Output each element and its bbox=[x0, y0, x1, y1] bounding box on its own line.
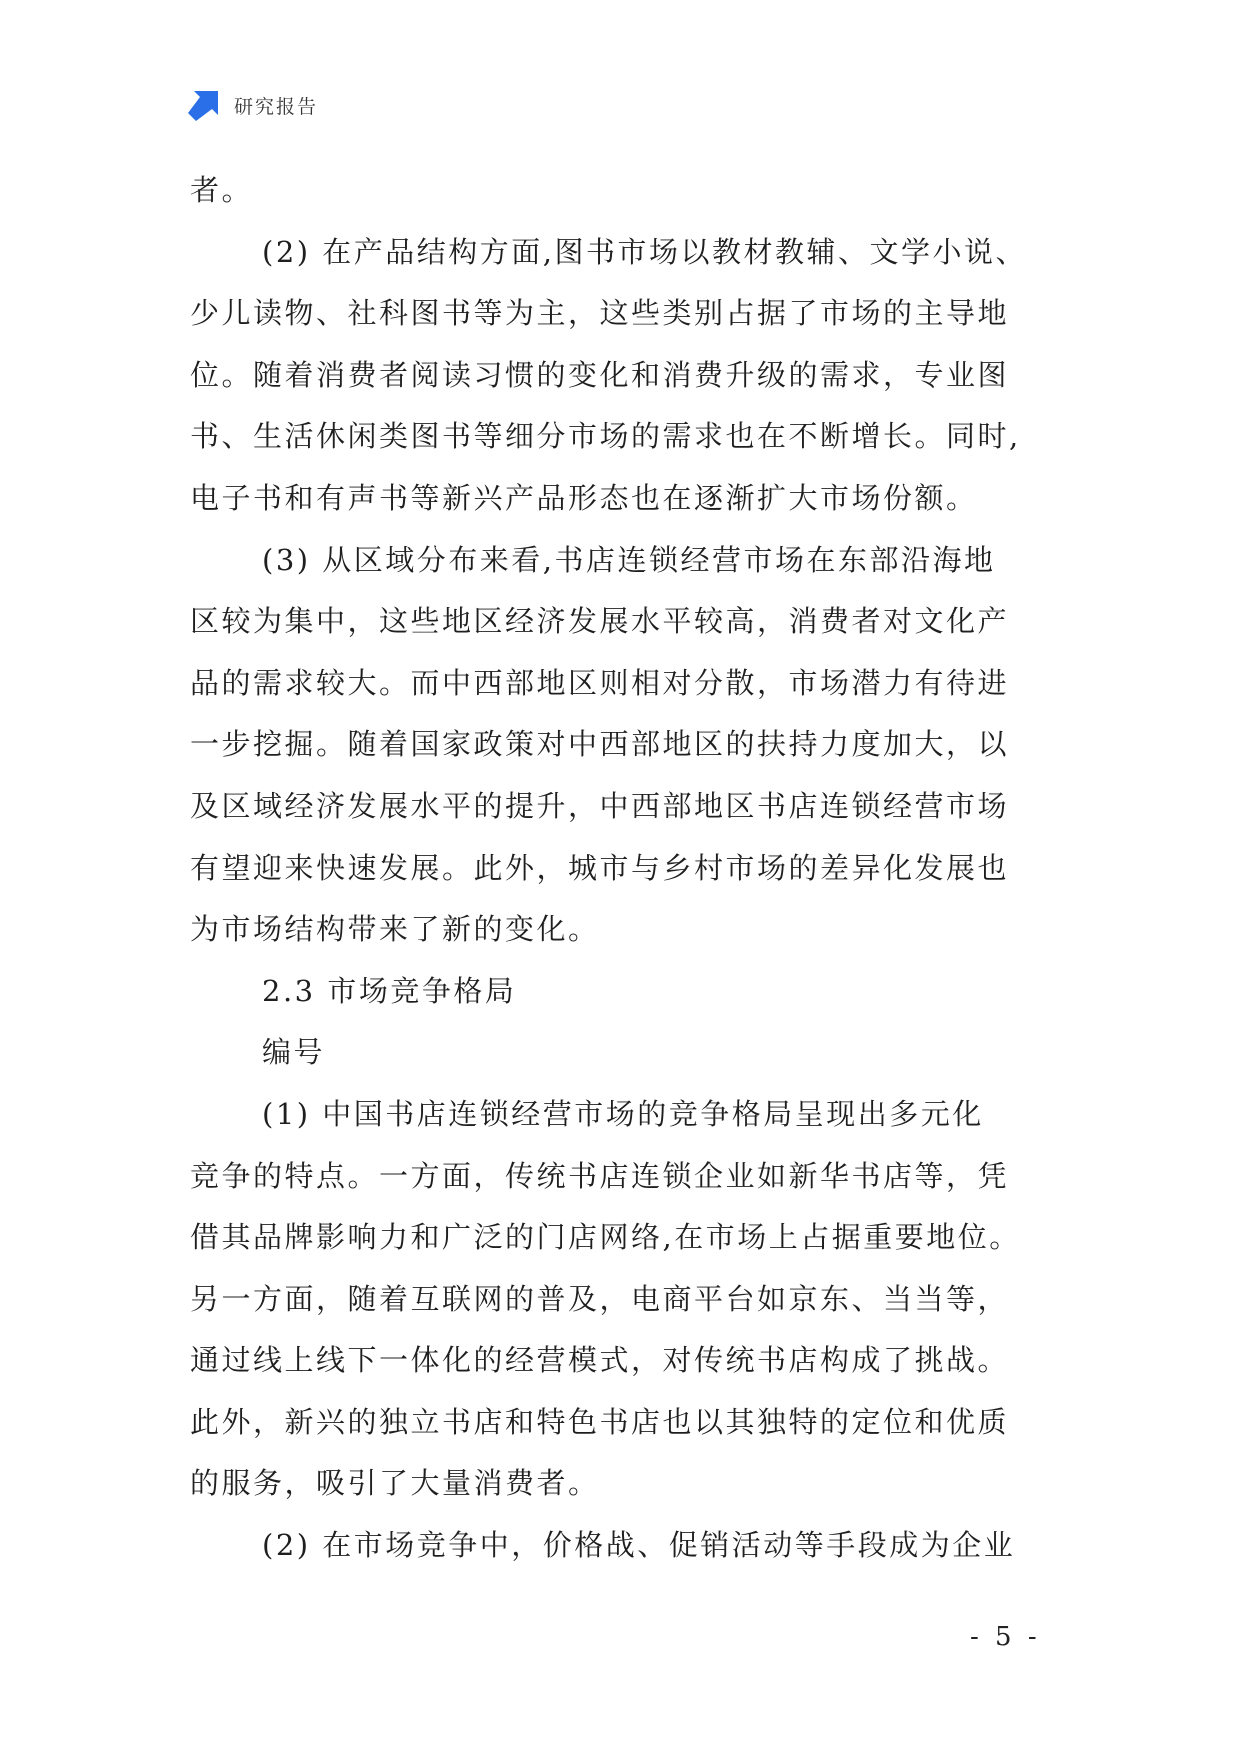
paragraph-line: 通过线上线下一体化的经营模式，对传统书店构成了挑战。 bbox=[190, 1343, 1010, 1378]
paragraph-line: 另一方面，随着互联网的普及，电商平台如京东、当当等， bbox=[190, 1281, 1010, 1316]
section-heading: 2.3 市场竞争格局 bbox=[262, 973, 517, 1008]
paragraph-line: 少儿读物、社科图书等为主，这些类别占据了市场的主导地 bbox=[190, 296, 1010, 331]
paragraph-line: 者。 bbox=[190, 173, 254, 207]
paragraph-line: 借其品牌影响力和广泛的门店网络,在市场上占据重要地位。 bbox=[190, 1220, 1021, 1255]
page-number: - 5 - bbox=[970, 1622, 1041, 1652]
paragraph-line: 书、生活休闲类图书等细分市场的需求也在不断增长。同时, bbox=[190, 419, 1021, 454]
paragraph-line: 电子书和有声书等新兴产品形态也在逐渐扩大市场份额。 bbox=[190, 480, 978, 515]
paragraph-line: (3) 从区域分布来看,书店连锁经营市场在东部沿海地 bbox=[262, 542, 996, 577]
paragraph-line: 为市场结构带来了新的变化。 bbox=[190, 912, 600, 947]
subheading-label: 编号 bbox=[262, 1035, 326, 1070]
paragraph-line: 竞争的特点。一方面，传统书店连锁企业如新华书店等，凭 bbox=[190, 1158, 1010, 1193]
paragraph-line: (1) 中国书店连锁经营市场的竞争格局呈现出多元化 bbox=[262, 1096, 984, 1131]
paragraph-line: 品的需求较大。而中西部地区则相对分散，市场潜力有待进 bbox=[190, 665, 1010, 700]
paragraph-line: 及区域经济发展水平的提升，中西部地区书店连锁经营市场 bbox=[190, 788, 1010, 823]
arrow-up-right-icon bbox=[188, 89, 220, 121]
paragraph-line: 的服务，吸引了大量消费者。 bbox=[190, 1466, 600, 1501]
paragraph-line: (2) 在市场竞争中，价格战、促销活动等手段成为企业 bbox=[262, 1528, 1016, 1563]
paragraph-line: 位。随着消费者阅读习惯的变化和消费升级的需求，专业图 bbox=[190, 357, 1010, 392]
paragraph-line: (2) 在产品结构方面,图书市场以教材教辅、文学小说、 bbox=[262, 234, 1028, 269]
page-header bbox=[188, 88, 318, 122]
paragraph-line: 区较为集中，这些地区经济发展水平较高，消费者对文化产 bbox=[190, 604, 1010, 639]
header-title: 研究报告 bbox=[234, 95, 319, 118]
paragraph-line: 有望迎来快速发展。此外，城市与乡村市场的差异化发展也 bbox=[190, 850, 1010, 885]
paragraph-line: 一步挖掘。随着国家政策对中西部地区的扶持力度加大，以 bbox=[190, 727, 1010, 762]
paragraph-line: 此外，新兴的独立书店和特色书店也以其独特的定位和优质 bbox=[190, 1404, 1010, 1439]
document-body bbox=[190, 160, 1052, 1577]
